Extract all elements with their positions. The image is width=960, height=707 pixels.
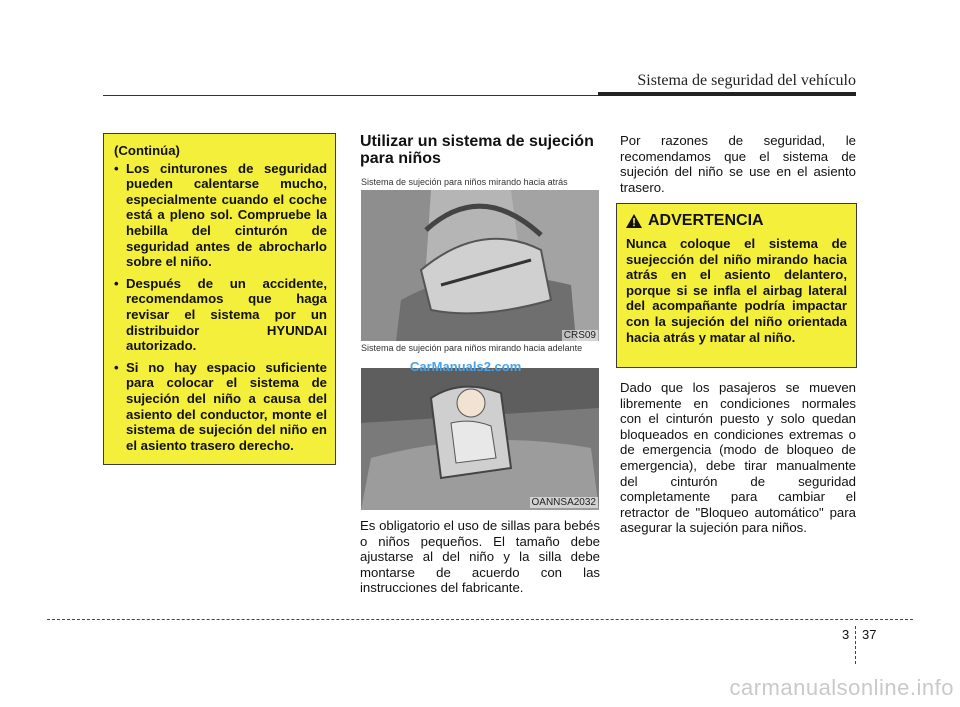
page-number-divider: [855, 626, 856, 664]
running-header: Sistema de seguridad del vehículo: [637, 72, 856, 89]
warning-box: [616, 203, 857, 368]
chapter-number: 3: [842, 627, 850, 642]
recommendation-paragraph: Por razones de seguridad, le recomendamos que el sistema de sujeción del niño se use en el asiento trasero.: [620, 133, 856, 195]
caution-list: [114, 161, 327, 454]
header-rule-accent: [598, 92, 856, 96]
page-number: 37: [862, 627, 877, 642]
forward-facing-seat-photo: [361, 368, 599, 510]
forward-facing-seat-illustration: [361, 368, 599, 510]
section-heading: Utilizar un sistema de sujeción para niños: [360, 133, 594, 167]
figure2-code: OANNSA2032: [531, 497, 596, 508]
caution-item: • Si no hay espacio suficiente para colocar el sistema de sujeción del niño a causa del asiento del conductor, monte el sistema de sujeción del niño en el asiento trasero derecho.: [114, 360, 327, 454]
watermark-text: CarManuals2.com: [410, 359, 522, 374]
retractor-paragraph: Dado que los pasajeros se mueven libremente en condiciones normales con el cinturón puesto y solo quedan bloqueados en condiciones extremas o de emergencia (modo de bloqueo de emergencia), debe tirar manualmente del cinturón de seguridad completamente para cambiar el retractor de "Bloqueo automático" para asegurar la sujeción para niños.: [620, 380, 856, 536]
site-watermark: carmanualsonline.info: [729, 675, 954, 700]
warning-text: Nunca coloque el sistema de suejección del niño mirando hacia atrás en el asiento delantero, porque si se infla el airbag lateral del acompañante podría impactar con la sujeción del niño orientada hacia atrás y matar al niño.: [626, 236, 847, 345]
warning-header: [626, 212, 847, 230]
figure1-caption: Sistema de sujeción para niños mirando hacia atrás: [361, 177, 568, 187]
warning-title: ADVERTENCIA: [648, 212, 764, 229]
requirement-paragraph: Es obligatorio el uso de sillas para bebés o niños pequeños. El tamaño debe ajustarse al del niño y la silla debe montarse de acuerdo con las instrucciones del fabricante.: [360, 518, 600, 596]
footer-rule: [47, 619, 913, 620]
caution-item: • Los cinturones de seguridad pueden calentarse mucho, especialmente cuando el coche está a pleno sol. Compruebe la hebilla del cinturón de seguridad antes de abrocharlo sobre el niño.: [114, 161, 327, 270]
figure2-caption: Sistema de sujeción para niños mirando hacia adelante: [361, 343, 583, 353]
rear-facing-seat-illustration: [361, 190, 599, 341]
rear-facing-seat-photo: [361, 190, 599, 341]
caution-item: • Después de un accidente, recomendamos que haga revisar el sistema por un distribuidor HYUNDAI autorizado.: [114, 276, 327, 354]
caution-box: [103, 133, 336, 465]
continued-label: (Continúa): [114, 143, 180, 158]
figure1-code: CRS09: [563, 330, 596, 341]
warning-triangle-icon: [626, 214, 642, 228]
